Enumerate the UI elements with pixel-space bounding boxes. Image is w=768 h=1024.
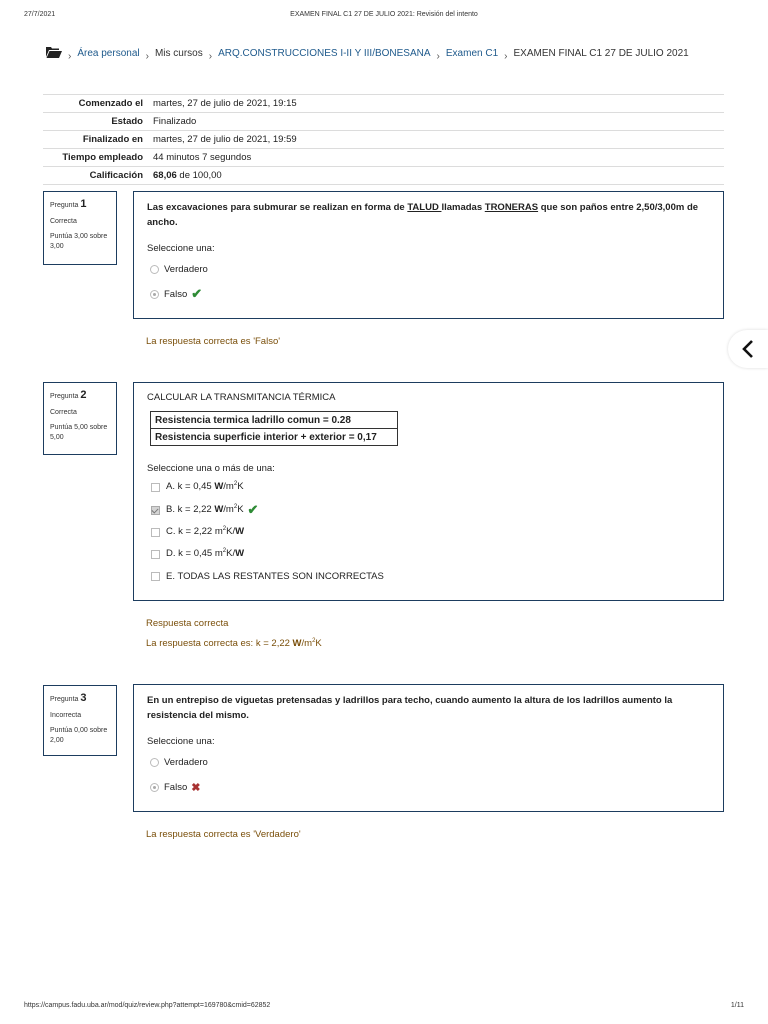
- question-text: CALCULAR LA TRANSMITANCIA TÉRMICA: [147, 392, 336, 403]
- chevron-right-icon: ›: [145, 51, 149, 62]
- question-content-1: [133, 191, 724, 319]
- summary-row: [43, 95, 724, 113]
- summary-value: Finalizado: [148, 113, 724, 131]
- summary-row: [43, 131, 724, 149]
- radio-button[interactable]: [150, 265, 159, 274]
- question-num: 3: [80, 692, 87, 704]
- question-num: 2: [80, 389, 87, 401]
- option-label: Verdadero: [164, 263, 208, 275]
- radio-button[interactable]: [150, 290, 159, 299]
- check-icon: ✔: [247, 502, 259, 517]
- question-info-3: [43, 685, 117, 756]
- cross-icon: ✖: [191, 781, 201, 794]
- option-label: B. k = 2,22 $W/m^2K$: [166, 504, 244, 516]
- feedback-correct-answer: La respuesta correcta es 'Falso': [146, 336, 281, 347]
- option-verdadero[interactable]: [147, 755, 710, 769]
- summary-value: [148, 167, 724, 185]
- breadcrumb: [46, 46, 689, 61]
- question-number: [50, 691, 110, 706]
- summary-key: Tiempo empleado: [43, 149, 148, 167]
- grade-value: 68,06: [153, 170, 177, 181]
- chevron-right-icon: ›: [504, 51, 508, 62]
- summary-row: [43, 149, 724, 167]
- term-troneras: TRONERAS: [484, 202, 539, 213]
- question-text-part: que son paños entre 2,50/3,00m de ancho.: [147, 202, 699, 228]
- breadcrumb-quiz[interactable]: EXAMEN FINAL C1 27 DE JULIO 2021: [513, 48, 689, 59]
- question-number: [50, 388, 110, 403]
- option-b[interactable]: [147, 503, 710, 517]
- table-row: Resistencia termica ladrillo comun = 0.28: [151, 412, 398, 429]
- radio-button[interactable]: [150, 758, 159, 767]
- question-label: Pregunta: [50, 696, 79, 703]
- feedback-correct-answer: La respuesta correcta es: k = 2,22 $W/m^2K$: [146, 638, 322, 650]
- summary-key: Estado: [43, 113, 148, 131]
- print-date: 27/7/2021: [24, 11, 56, 18]
- question-state: Correcta: [50, 217, 77, 225]
- print-url: https://campus.fadu.uba.ar/mod/quiz/review.php?attempt=169780&cmid=62852: [24, 1002, 271, 1009]
- checkbox[interactable]: [151, 572, 160, 581]
- grade-total: de 100,00: [176, 170, 222, 181]
- checkbox[interactable]: [151, 483, 160, 492]
- summary-key: Comenzado el: [43, 95, 148, 113]
- print-header: [24, 11, 744, 21]
- breadcrumb-course[interactable]: ARQ.CONSTRUCCIONES I-II Y III/BONESANA: [218, 48, 431, 59]
- chevron-right-icon: ›: [208, 51, 213, 62]
- option-e[interactable]: [147, 569, 710, 583]
- breadcrumb-mis-cursos[interactable]: Mis cursos: [154, 48, 203, 59]
- summary-value: 44 minutos 7 segundos: [148, 149, 724, 167]
- option-label: Verdadero: [164, 756, 208, 768]
- checkbox[interactable]: [151, 550, 160, 559]
- folder-icon[interactable]: [46, 46, 62, 61]
- option-label: C. k = 2,22 $m^2K/W$: [166, 526, 245, 538]
- question-state: Incorrecta: [50, 711, 82, 719]
- option-verdadero[interactable]: [147, 262, 710, 276]
- summary-row: [43, 167, 724, 185]
- radio-button[interactable]: [150, 783, 159, 792]
- data-table-image: [150, 411, 398, 446]
- chevron-right-icon: ›: [68, 51, 72, 62]
- option-label: E. TODAS LAS RESTANTES SON INCORRECTAS: [166, 570, 384, 582]
- question-text: [147, 201, 710, 230]
- chevron-left-icon: [741, 339, 755, 359]
- question-label: Pregunta: [50, 202, 79, 209]
- feedback-general: Respuesta correcta: [146, 618, 229, 629]
- question-num: 1: [80, 198, 87, 210]
- question-info-2: [43, 382, 117, 455]
- question-points: Puntúa 0,00 sobre 2,00: [50, 727, 108, 744]
- question-text-part: llamadas: [441, 202, 485, 213]
- summary-key: Calificación: [43, 167, 148, 185]
- print-doc-title: EXAMEN FINAL C1 27 DE JULIO 2021: Revisión del intento: [290, 11, 478, 18]
- question-points: Puntúa 5,00 sobre 5,00: [50, 424, 108, 441]
- question-points: Puntúa 3,00 sobre 3,00: [50, 233, 108, 250]
- question-content-3: [133, 684, 724, 812]
- print-page-number: 1/11: [730, 1002, 744, 1009]
- checkbox[interactable]: [151, 506, 160, 515]
- table-row: Resistencia superficie interior + exterior = 0,17: [151, 429, 398, 446]
- question-label: Pregunta: [50, 393, 79, 400]
- summary-value: martes, 27 de julio de 2021, 19:59: [148, 131, 724, 149]
- term-talud: TALUD: [407, 202, 442, 213]
- breadcrumb-section[interactable]: Examen C1: [445, 48, 499, 59]
- print-footer: [24, 1002, 744, 1012]
- question-info-1: [43, 191, 117, 265]
- option-falso[interactable]: [147, 287, 710, 301]
- summary-value: martes, 27 de julio de 2021, 19:15: [148, 95, 724, 113]
- question-state: Correcta: [50, 408, 77, 416]
- option-d[interactable]: [147, 547, 710, 561]
- attempt-summary-table: [43, 94, 724, 185]
- drawer-toggle[interactable]: [728, 330, 768, 368]
- checkbox[interactable]: [151, 528, 160, 537]
- question-content-2: [133, 382, 724, 601]
- option-falso[interactable]: [147, 780, 710, 794]
- option-label: A. k = 0,45 $W/m^2K$: [166, 481, 244, 493]
- breadcrumb-area-personal[interactable]: Área personal: [77, 48, 140, 59]
- answer-prompt: Seleccione una:: [147, 736, 215, 748]
- option-label: D. k = 0,45 $m^2K/W$: [166, 548, 245, 560]
- question-text-part: Las excavaciones para submurar se realizan en forma de: [147, 202, 408, 213]
- option-label: Falso: [164, 288, 188, 300]
- question-text: En un entrepiso de viguetas pretensadas y ladrillos para techo, cuando aumento la altura de los ladrillos aumento la resistencia del mismo.: [147, 695, 673, 721]
- summary-key: Finalizado en: [43, 131, 148, 149]
- answer-prompt: Seleccione una o más de una:: [147, 463, 275, 474]
- question-number: [50, 197, 110, 212]
- check-icon: ✔: [191, 286, 203, 302]
- summary-row: [43, 113, 724, 131]
- option-c[interactable]: [147, 525, 710, 539]
- option-label: Falso: [164, 781, 188, 793]
- feedback-correct-answer: La respuesta correcta es 'Verdadero': [146, 829, 301, 840]
- chevron-right-icon: ›: [436, 51, 440, 62]
- option-a[interactable]: [147, 480, 710, 494]
- answer-prompt: Seleccione una:: [147, 243, 215, 255]
